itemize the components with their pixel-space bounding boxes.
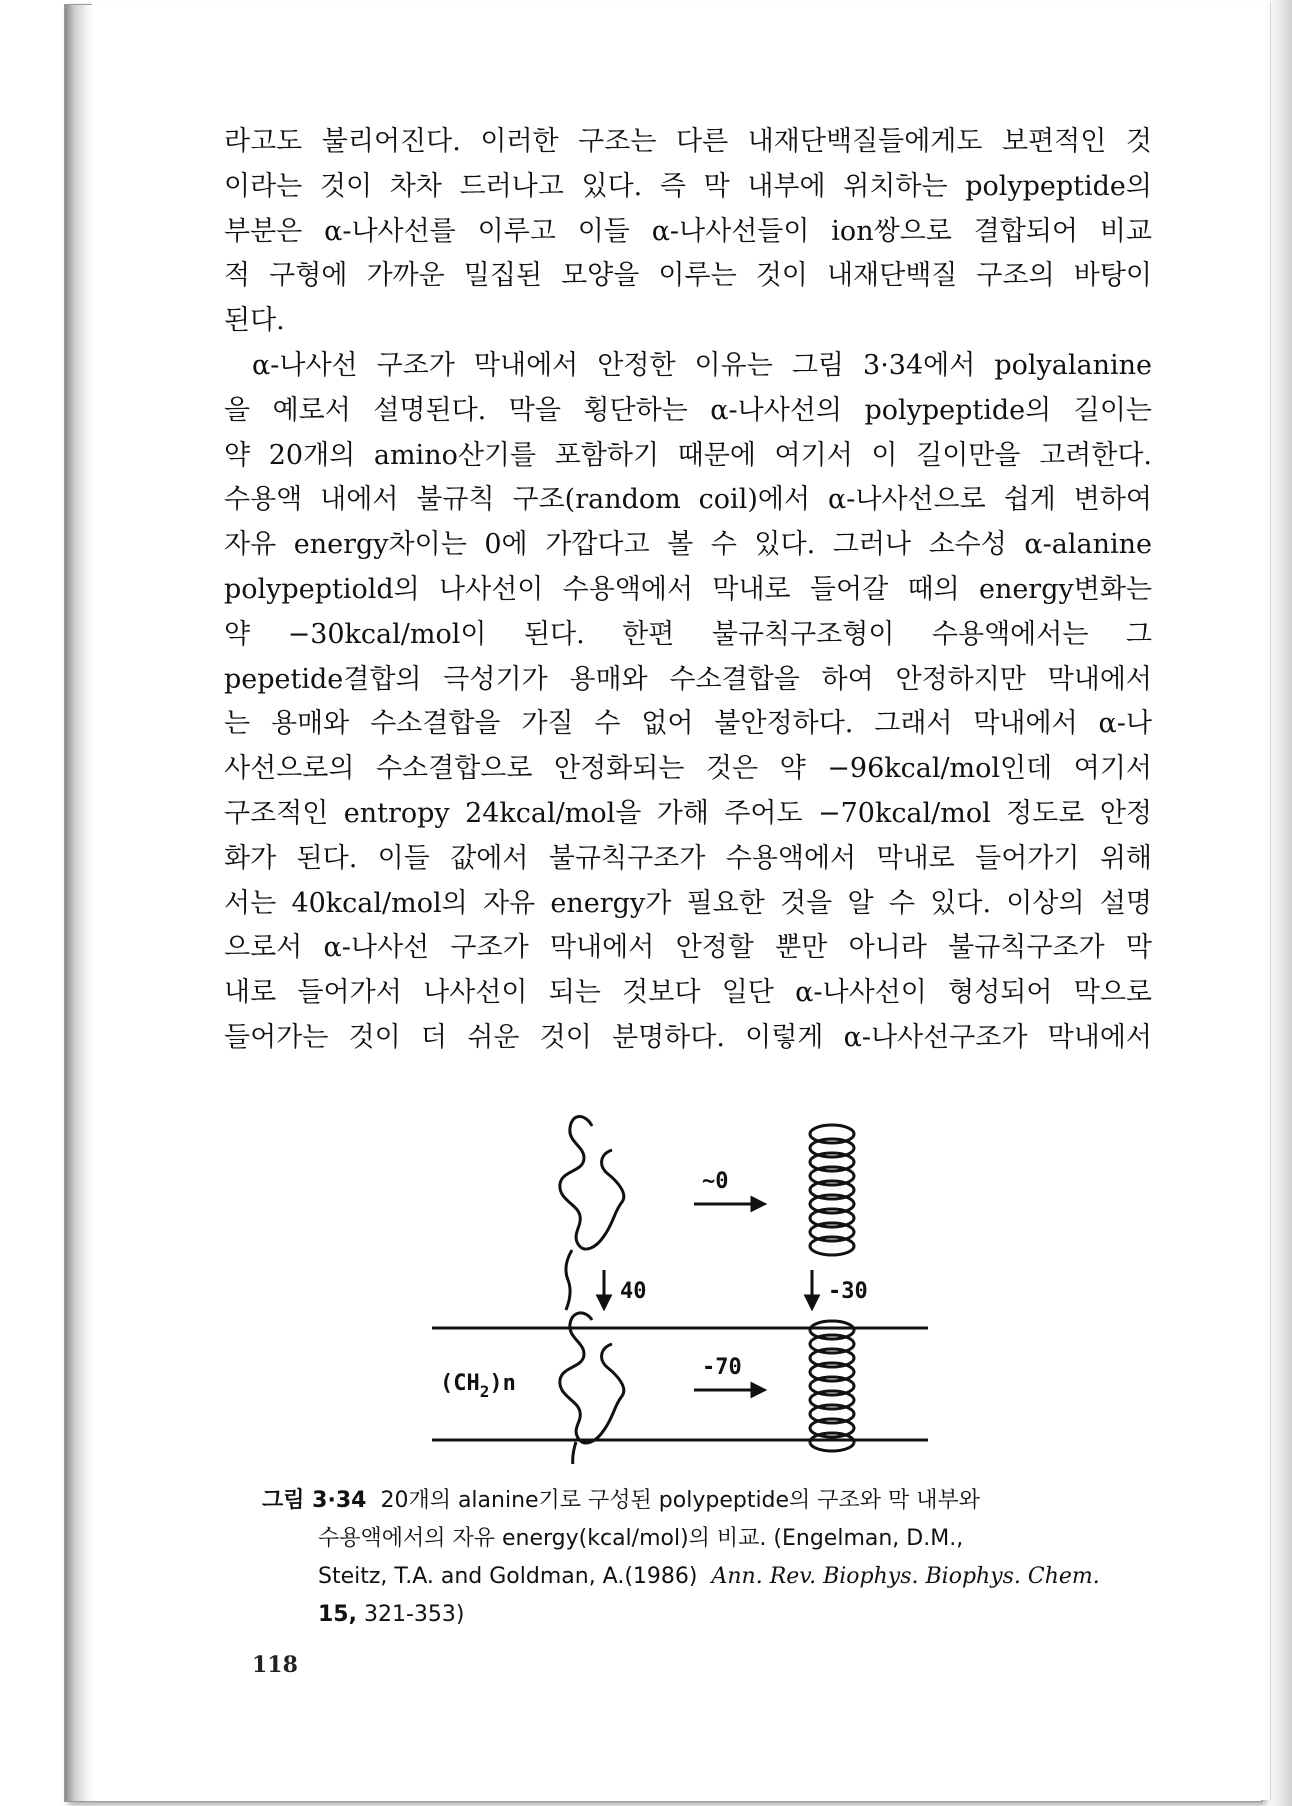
alpha-helix-top [810, 1125, 854, 1255]
body-line: 으로서 α-나사선 구조가 막내에서 안정할 뿐만 아니라 불규칙구조가 막 [224, 932, 1152, 964]
page-number: 118 [252, 1652, 298, 1678]
body-line: polypeptiold의 나사선이 수용액에서 막내로 들어갈 때의 energy변화는 [224, 573, 1152, 605]
arrow-right-top [694, 1198, 764, 1210]
caption-citation: Steitz, T.A. and Goldman, A.(1986) [318, 1564, 698, 1589]
label-right-down: -30 [828, 1279, 868, 1304]
body-line: 적 구형에 가까운 밀집된 모양을 이루는 것이 내재단백질 구조의 바탕이 [224, 260, 1152, 292]
caption-text: 20개의 alanine기로 구성된 polypeptide의 구조와 막 내부와 [380, 1488, 981, 1513]
caption-line [262, 1558, 1122, 1596]
caption-journal: Ann. Rev. Biophys. Biophys. Chem. [711, 1564, 1100, 1589]
label-left-down: 40 [620, 1279, 647, 1304]
arrow-down-left [598, 1270, 610, 1308]
body-line: 는 용매와 수소결합을 가질 수 없어 불안정하다. 그래서 막내에서 α-나 [224, 708, 1152, 740]
body-line: 사선으로의 수소결합으로 안정화되는 것은 약 −96kcal/mol인데 여기서 [224, 753, 1152, 785]
body-line: 이라는 것이 차차 드러나고 있다. 즉 막 내부에 위치하는 polypeptide의 [224, 170, 1152, 202]
body-line: 라고도 불리어진다. 이러한 구조는 다른 내재단백질들에게도 보편적인 것 [224, 126, 1152, 157]
body-line: 구조적인 entropy 24kcal/mol을 가해 주어도 −70kcal/mol 정도로 안정 [224, 797, 1152, 829]
body-line: 약 −30kcal/mol이 된다. 한편 불규칙구조형이 수용액에서는 그 [224, 618, 1152, 650]
body-line: 부분은 α-나사선를 이루고 이들 α-나사선들이 ion쌍으로 결합되어 비교 [224, 215, 1152, 247]
figure-polyalanine [432, 1108, 932, 1464]
membrane-label: $(CH_2)n$ [440, 1371, 516, 1401]
caption-line [262, 1596, 1122, 1634]
arrow-down-right [806, 1270, 818, 1308]
label-membrane-arrow: -70 [702, 1355, 742, 1380]
caption-line [262, 1482, 1122, 1520]
body-text [224, 120, 1152, 1061]
caption-volume: 15, [318, 1602, 357, 1627]
caption-line: 수용액에서의 자유 energy(kcal/mol)의 비교. (Engelman, D.M., [318, 1526, 964, 1551]
body-line: 수용액 내에서 불규칙 구조(random coil)에서 α-나사선으로 쉽게 변하여 [224, 484, 1152, 516]
body-line: 된다. [224, 305, 285, 337]
body-line: 약 20개의 amino산기를 포함하기 때문에 여기서 이 길이만을 고려한다. [224, 439, 1152, 471]
body-line: 화가 된다. 이들 값에서 불규칙구조가 수용액에서 막내로 들어가기 위해 [224, 842, 1152, 874]
label-top-arrow: ~0 [702, 1169, 729, 1194]
body-line: 내로 들어가서 나사선이 되는 것보다 일단 α-나사선이 형성되어 막으로 [224, 977, 1152, 1009]
caption-label: 그림 3·34 [262, 1488, 367, 1513]
body-line: pepetide결합의 극성기가 용매와 수소결합을 하여 안정하지만 막내에서 [224, 663, 1152, 695]
body-line: 들어가는 것이 더 쉬운 것이 분명하다. 이렇게 α-나사선구조가 막내에서 [224, 1021, 1152, 1053]
body-line: 을 예로서 설명된다. 막을 횡단하는 α-나사선의 polypeptide의 길이는 [224, 394, 1152, 426]
figure-caption [262, 1482, 1122, 1634]
arrow-right-membrane [694, 1384, 764, 1396]
body-line: 서는 40kcal/mol의 자유 energy가 필요한 것을 알 수 있다. 이상의 설명 [224, 887, 1152, 919]
random-coil-top [560, 1117, 624, 1311]
body-line: α-나사선 구조가 막내에서 안정한 이유는 그림 3·34에서 polyalanine [252, 349, 1152, 381]
alpha-helix-membrane [810, 1321, 854, 1451]
caption-pages: 321-353) [363, 1602, 465, 1627]
page-shadow [1266, 0, 1292, 1806]
body-line: 자유 energy차이는 0에 가깝다고 볼 수 있다. 그러나 소수성 α-alanine [224, 529, 1152, 561]
